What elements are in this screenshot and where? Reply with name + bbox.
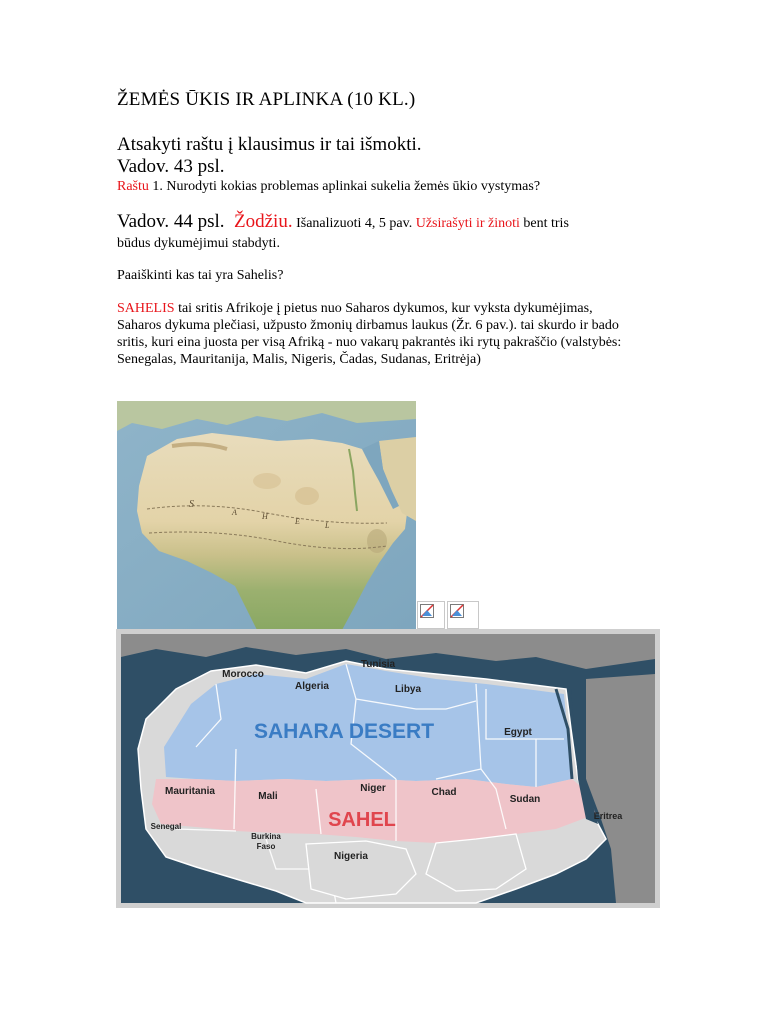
country-label: Algeria (295, 681, 329, 692)
sahel-letter: E (295, 517, 300, 526)
country-label: Senegal (150, 822, 182, 831)
question-2-line-2: būdus dykumėjimui stabdyti. (117, 236, 280, 251)
sahara-sahel-map (116, 629, 660, 908)
instruction-line: Atsakyti raštu į klausimus ir tai išmokti. (117, 134, 422, 155)
country-label: Faso (256, 842, 276, 851)
country-label: Chad (431, 787, 457, 798)
country-label: Eritrea (593, 811, 623, 821)
broken-image-placeholder (417, 601, 445, 629)
country-label: Burkina (251, 832, 281, 841)
country-label: Morocco (222, 669, 264, 680)
question-2-highlight: Užsirašyti ir žinoti (415, 216, 520, 231)
textbook-page-44: Vadov. 44 psl. (117, 211, 225, 232)
question-1-text: 1. Nurodyti kokias problemas aplinkai sukelia žemės ūkio vystymas? (152, 179, 541, 194)
question-2 (117, 211, 637, 234)
question-3: Paaiškinti kas tai yra Sahelis? (117, 268, 284, 283)
country-label: Niger (360, 783, 386, 794)
country-label: Egypt (504, 727, 532, 738)
sahel-label: SAHEL (328, 809, 396, 831)
sahel-letter: A (232, 508, 237, 517)
sahelis-label: SAHELIS (117, 301, 175, 316)
country-label: Mauritania (164, 786, 216, 797)
textbook-page-43: Vadov. 43 psl. (117, 156, 225, 177)
broken-image-icon (450, 604, 464, 618)
question-2-text-a: Išanalizuoti 4, 5 pav. (296, 216, 413, 231)
sahelis-definition (117, 300, 637, 368)
country-label: Sudan (509, 794, 541, 805)
zodziu-label: Žodžiu. (234, 211, 293, 232)
country-label: Libya (394, 684, 422, 695)
relief-map-africa (117, 401, 416, 630)
question-1 (117, 178, 540, 195)
sahel-letter: S (189, 499, 194, 510)
page-title: ŽEMĖS ŪKIS IR APLINKA (10 KL.) (117, 89, 416, 110)
question-2-text-b: bent tris (523, 216, 569, 231)
country-label: Nigeria (334, 851, 368, 862)
sahel-letter: H (262, 512, 268, 521)
country-label: Mali (258, 791, 278, 802)
broken-image-placeholder (447, 601, 479, 629)
rastu-label: Raštu (117, 179, 149, 194)
sahelis-text: tai sritis Afrikoje į pietus nuo Saharos dykumos, kur vyksta dykumėjimas, Saharos dykuma plečiasi, užpusto žmonių dirbamus laukus (Žr. 6 pav.). tai skurdo ir bado sritis, kuri eina juosta per visą Afriką - nuo vakarų pakrantės iki rytų pakraščio (valstybės: Senegalas, Mauritanija, Malis, Nigeris, Čadas, Sudanas, Eritrėja) (117, 301, 622, 367)
sahel-letter: L (325, 521, 330, 530)
broken-image-icon (420, 604, 434, 618)
country-label: Tunisia (360, 659, 396, 670)
sahara-desert-label: SAHARA DESERT (253, 720, 435, 743)
